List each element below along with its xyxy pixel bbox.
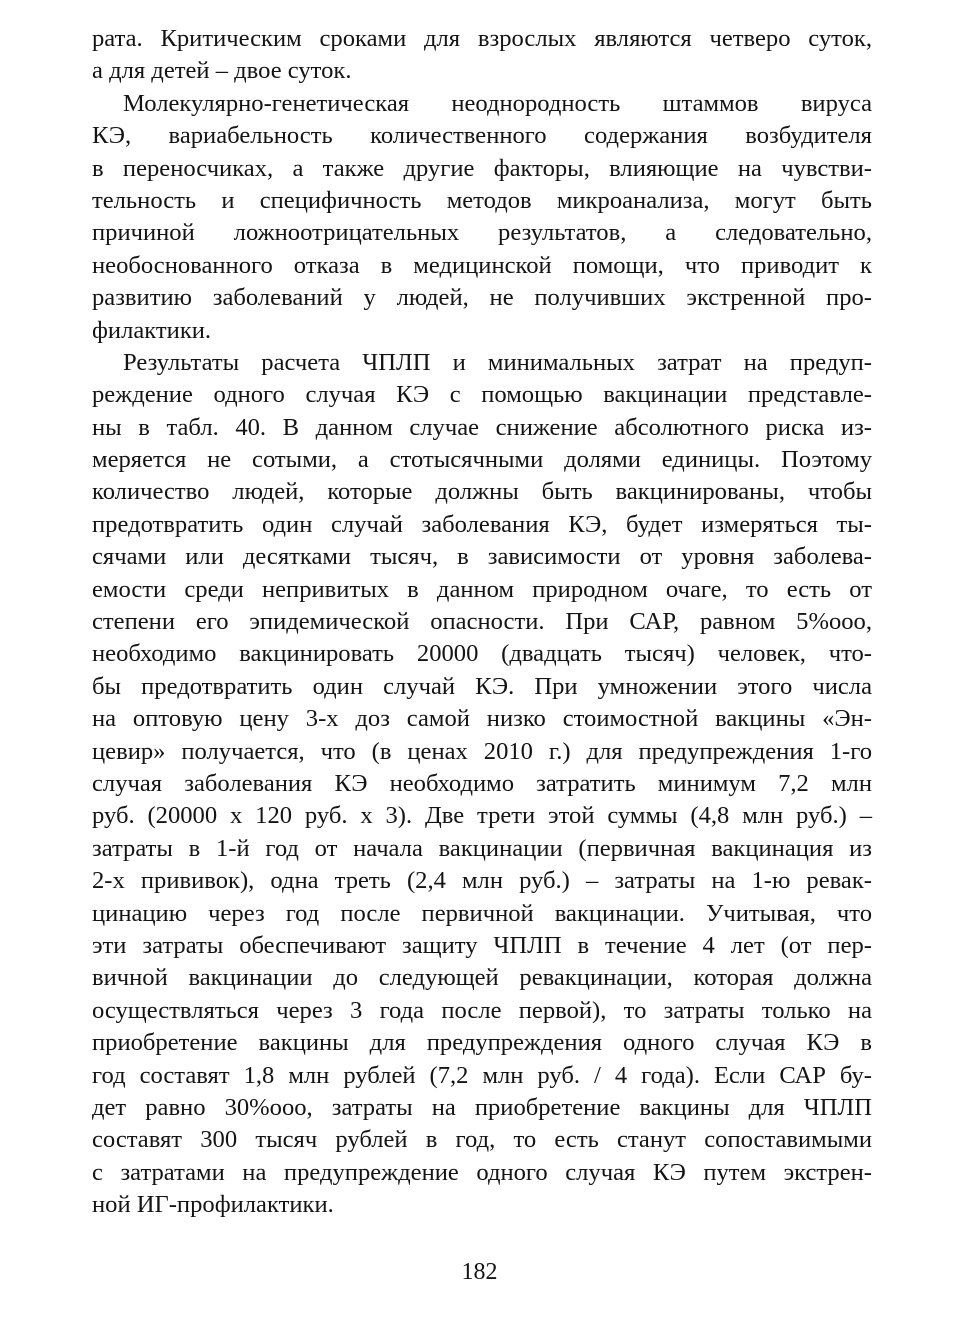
text-line: развитию заболеваний у людей, не получивших экстренной про-: [92, 284, 872, 312]
text-line: цевир» получается, что (в ценах 2010 г.) для предупреждения 1-го: [92, 737, 872, 765]
text-line: необоснованного отказа в медицинской помощи, что приводит к: [92, 251, 872, 279]
text-line: необходимо вакцинировать 20000 (двадцать тысяч) человек, что-: [92, 640, 872, 668]
text-line: емости среди непривитых в данном природном очаге, то есть от: [92, 575, 872, 603]
text-line: вичной вакцинации до следующей ревакцинации, которая должна: [92, 964, 872, 992]
text-line: Молекулярно-генетическая неоднородность штаммов вируса: [123, 89, 872, 117]
body-text: [92, 23, 872, 1221]
text-line: тельность и специфичность методов микроанализа, могут быть: [92, 186, 872, 214]
text-line: составят 300 тысяч рублей в год, то есть станут сопоставимыми: [92, 1126, 872, 1154]
text-line: цинацию через год после первичной вакцинации. Учитывая, что: [92, 899, 872, 927]
text-line: год составят 1,8 млн рублей (7,2 млн руб. / 4 года). Если САР бу-: [92, 1061, 872, 1089]
text-line: ны в табл. 40. В данном случае снижение абсолютного риска из-: [92, 413, 872, 441]
text-line: меряется не сотыми, а стотысячными долями единицы. Поэтому: [92, 446, 872, 474]
text-line: эти затраты обеспечивают защиту ЧПЛП в течение 4 лет (от пер-: [92, 931, 872, 959]
page-number: 182: [461, 1259, 498, 1285]
text-line: ной ИГ-профилактики.: [92, 1191, 334, 1219]
text-line: филактики.: [92, 316, 212, 344]
text-line: реждение одного случая КЭ с помощью вакцинации представле-: [92, 381, 872, 409]
text-line: степени его эпидемической опасности. При САР, равном 5%ооо,: [92, 608, 872, 636]
text-line: бы предотвратить один случай КЭ. При умножении этого числа: [92, 672, 872, 700]
text-line: в переносчиках, а также другие факторы, влияющие на чувстви-: [92, 154, 872, 182]
text-line: дет равно 30%ооо, затраты на приобретение вакцины для ЧПЛП: [92, 1093, 872, 1121]
text-line: 2-х прививок), одна треть (2,4 млн руб.) – затраты на 1-ю ревак-: [92, 867, 872, 895]
text-line: а для детей – двое суток.: [92, 57, 352, 85]
text-line: причиной ложноотрицательных результатов, а следовательно,: [92, 219, 872, 247]
text-line: руб. (20000 х 120 руб. х 3). Две трети этой суммы (4,8 млн руб.) –: [92, 802, 872, 830]
text-line: с затратами на предупреждение одного случая КЭ путем экстрен-: [92, 1158, 872, 1186]
text-line: предотвратить один случай заболевания КЭ, будет измеряться ты-: [92, 510, 872, 538]
text-line: приобретение вакцины для предупреждения одного случая КЭ в: [92, 1029, 872, 1057]
text-line: рата. Критическим сроками для взрослых являются четверо суток,: [92, 25, 872, 52]
text-line: на оптовую цену 3-х доз самой низко стоимостной вакцины «Эн-: [92, 705, 872, 733]
text-line: сячами или десятками тысяч, в зависимости от уровня заболева-: [92, 543, 872, 571]
text-line: количество людей, которые должны быть вакцинированы, чтобы: [92, 478, 872, 506]
text-line: осуществляться через 3 года после первой), то затраты только на: [92, 996, 872, 1024]
text-line: Результаты расчета ЧПЛП и минимальных затрат на предуп-: [123, 348, 872, 376]
text-line: затраты в 1-й год от начала вакцинации (первичная вакцинация из: [92, 834, 872, 862]
text-line: случая заболевания КЭ необходимо затратить минимум 7,2 млн: [92, 769, 872, 797]
text-line: КЭ, вариабельность количественного содержания возбудителя: [92, 122, 872, 150]
